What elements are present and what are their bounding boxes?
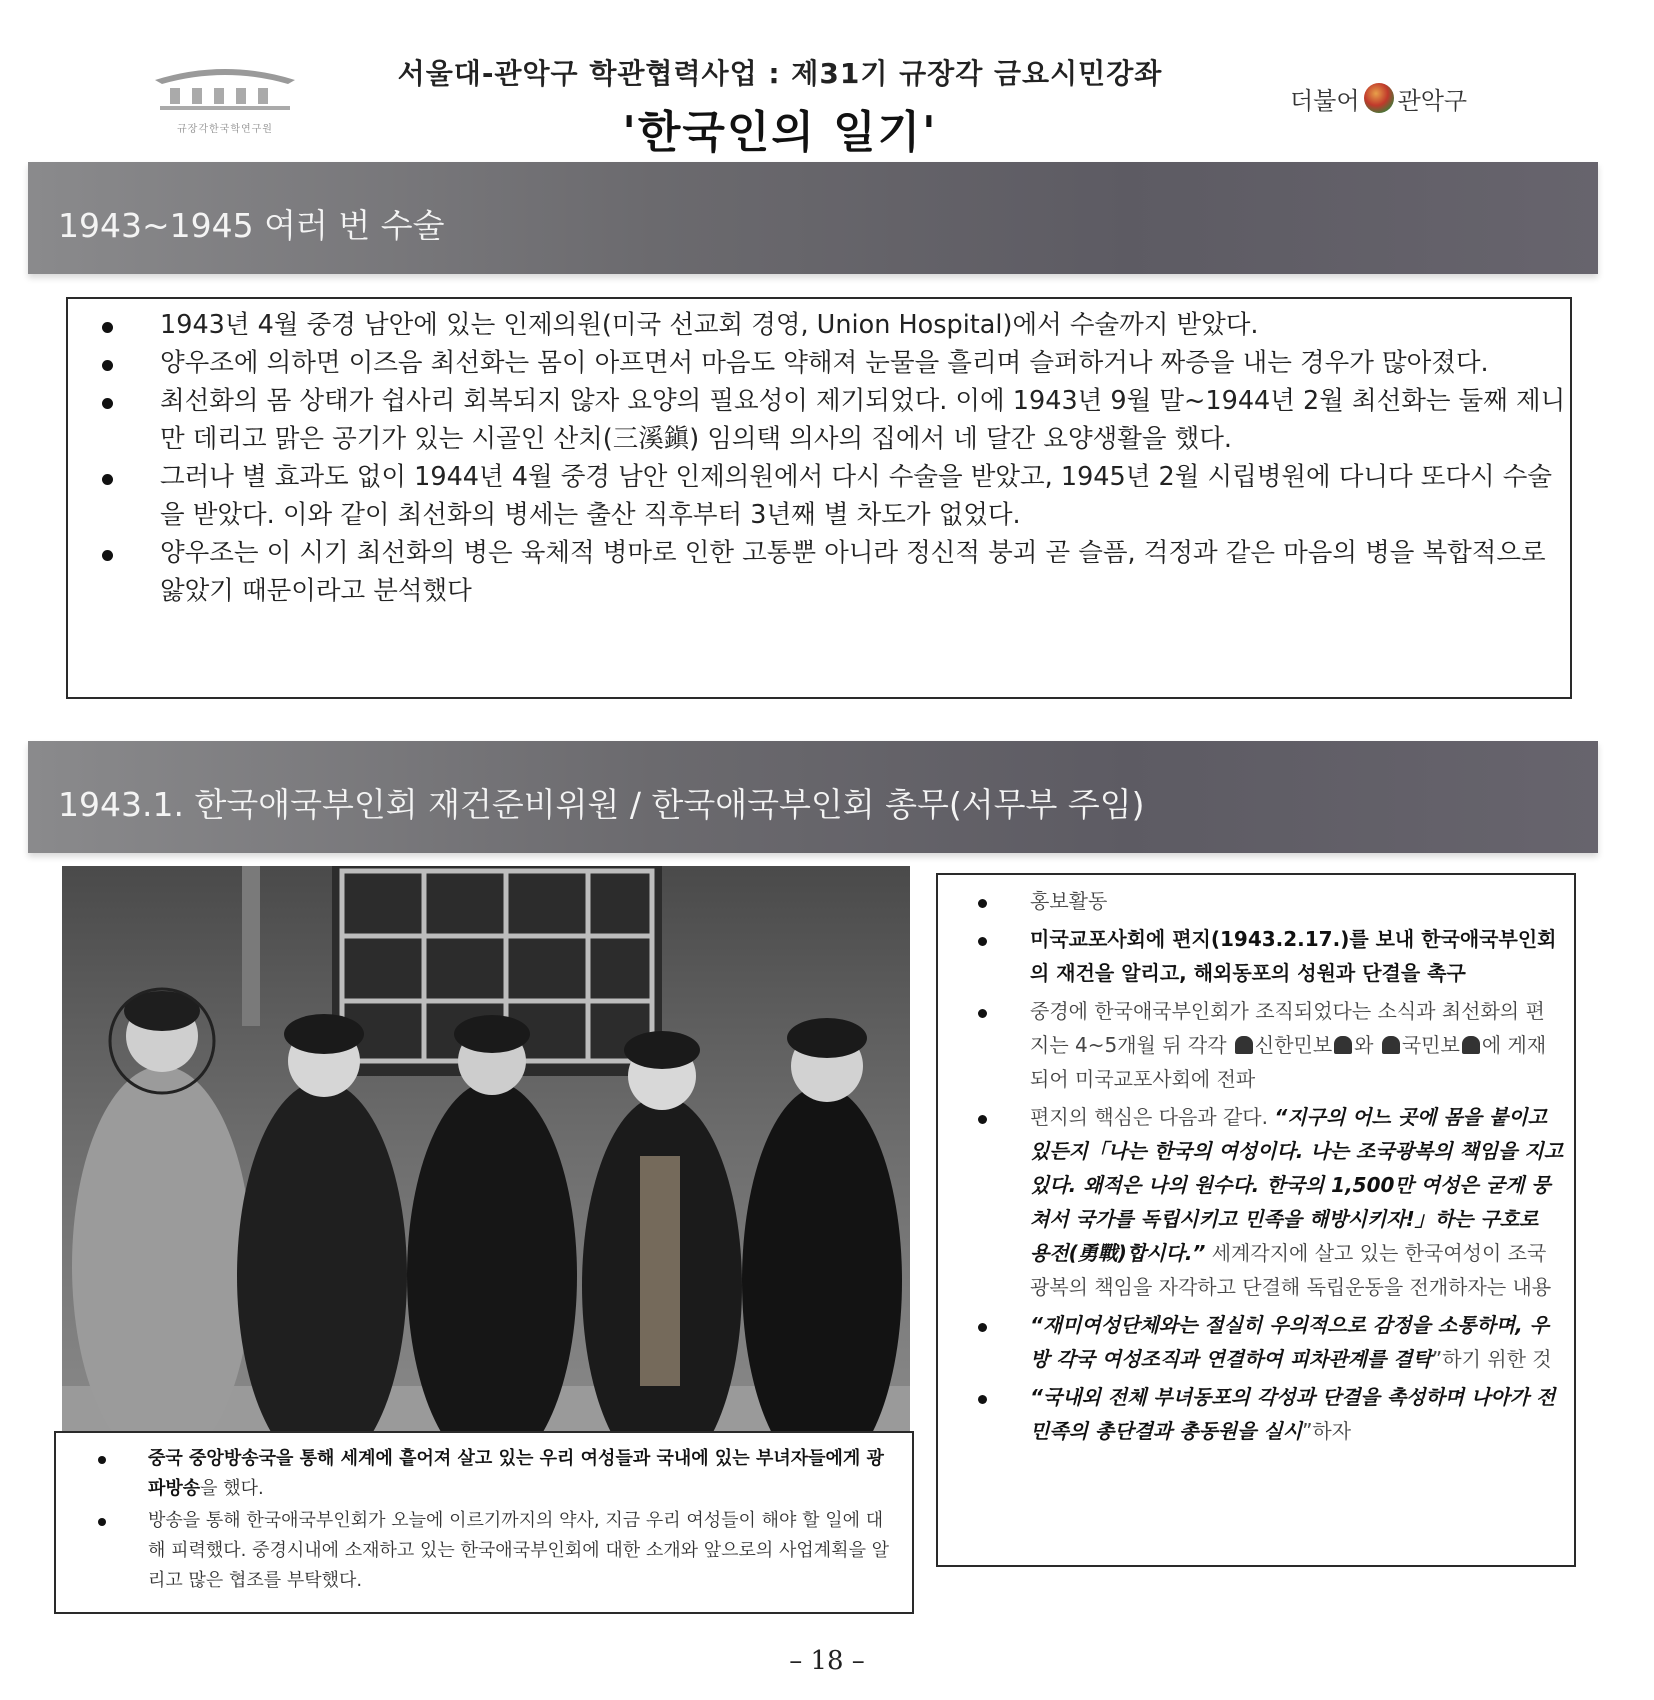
activity-text: ”하기 위한 것 [1431, 1347, 1552, 1371]
activity-text: 중경에 한국애국부인회가 조직되었다는 소식과 최선화의 편지는 4~5개월 뒤 각각 [1030, 999, 1545, 1057]
bullet-icon [98, 1518, 106, 1526]
gwanak-emblem-icon [1364, 83, 1394, 113]
bullet-icon [102, 360, 113, 371]
activity-text: 홍보활동 [1030, 889, 1108, 913]
list-item-text: 1943년 4월 중경 남안에 있는 인제의원(미국 선교회 경영, Union Hospital)에서 수술까지 받았다. [160, 310, 1259, 340]
list-item [98, 382, 1568, 458]
newspaper-name: 국민보 [1401, 1033, 1460, 1057]
list-item [98, 534, 1568, 610]
list-item [94, 1444, 894, 1504]
activity-list [970, 884, 1564, 1452]
bullet-icon [98, 1456, 106, 1464]
person-icon [1235, 1036, 1253, 1054]
kyujanggak-logo [150, 58, 300, 138]
list-item-text: 그러나 별 효과도 없이 1944년 4월 중경 남안 인제의원에서 다시 수술을 받았고, 1945년 2월 시립병원에 다니다 또다시 수술을 받았다. 이와 같이 최선화의 병세는 출산 직후부터 3년째 별 차도가 없었다. [160, 462, 1552, 530]
list-item [970, 884, 1564, 918]
activity-text: 편지의 핵심은 다음과 같다. [1030, 1105, 1268, 1129]
bullet-icon [102, 474, 113, 485]
section1-heading: 1943~1945 여러 번 수술 [58, 206, 445, 245]
person-icon [1462, 1036, 1480, 1054]
bullet-icon [978, 899, 987, 908]
section1-list [98, 306, 1568, 610]
page-title: '한국인의 일기' [622, 107, 938, 158]
list-item [970, 1100, 1564, 1304]
list-item [98, 344, 1568, 382]
list-item-text: 양우조에 의하면 이즈음 최선화는 몸이 아프면서 마음도 약해져 눈물을 흘리며 슬퍼하거나 짜증을 내는 경우가 많아졌다. [160, 348, 1489, 378]
bullet-icon [978, 1323, 987, 1332]
bullet-icon [102, 398, 113, 409]
list-item [94, 1506, 894, 1596]
right-logo-post: 관악구 [1397, 86, 1468, 115]
activity-text: ”하자 [1302, 1419, 1352, 1443]
list-item [98, 458, 1568, 534]
section2-heading: 1943.1. 한국애국부인회 재건준비위원 / 한국애국부인회 총무(서무부 주임) [58, 785, 1145, 824]
bullet-icon [978, 1009, 987, 1018]
letter-quote: “지구의 어느 곳에 몸을 붙이고 있든지「나는 한국의 여성이다. 나는 조국광복의 책임을 지고 있다. 왜적은 나의 원수다. 한국의 1,500만 여성은 굳게 뭉쳐서 국가를 독립시키고 민족을 해방시키자!」하는 구호로 용전(勇戰)합시다.” [1030, 1105, 1564, 1265]
broadcast-detail-text: 방송을 통해 한국애국부인회가 오늘에 이르기까지의 약사, 지금 우리 여성들이 해야 할 일에 대해 피력했다. 중경시내에 소재하고 있는 한국애국부인회에 대한 소개와 앞으로의 사업계획을 알리고 많은 협조를 부탁했다. [148, 1510, 890, 1591]
list-item [970, 1380, 1564, 1448]
newspaper-name: 신한민보 [1254, 1033, 1333, 1057]
list-item [970, 994, 1564, 1096]
activity-text: 와 [1354, 1033, 1374, 1057]
gwanak-logo [1290, 68, 1510, 128]
broadcast-list [94, 1444, 894, 1598]
bullet-icon [978, 1115, 987, 1124]
section2-banner [28, 741, 1598, 853]
bullet-icon [978, 937, 987, 946]
section1-banner [28, 162, 1598, 274]
right-logo-pre: 더불어 [1290, 86, 1360, 115]
broadcast-tail-text: 을 했다. [200, 1478, 264, 1499]
list-item [98, 306, 1568, 344]
list-item [970, 1308, 1564, 1376]
activity-text: 미국교포사회에 편지(1943.2.17.)를 보내 한국애국부인회의 재건을 알리고, 해외동포의 성원과 단결을 촉구 [1030, 927, 1557, 985]
kyujanggak-building-icon [150, 58, 300, 118]
list-item-text: 양우조는 이 시기 최선화의 병은 육체적 병마로 인한 고통뿐 아니라 정신적 붕괴 곧 슬픔, 걱정과 같은 마음의 병을 복합적으로 앓았기 때문이라고 분석했다 [160, 538, 1546, 606]
bullet-icon [102, 550, 113, 561]
person-icon [1334, 1036, 1352, 1054]
goal-quote: “국내외 전체 부녀동포의 각성과 단결을 촉성하며 나아가 전민족의 총단결과 총동원을 실시 [1030, 1385, 1556, 1443]
page-subtitle: 서울대-관악구 학관협력사업 : 제31기 규장각 금요시민강좌 [397, 57, 1163, 90]
historical-group-photo [62, 866, 910, 1436]
page-number: – 18 – [789, 1646, 865, 1676]
photo-illustration [62, 866, 910, 1436]
bullet-icon [102, 322, 113, 333]
broadcast-bold-text: 중국 중앙방송국을 통해 세계에 흩어져 살고 있는 우리 여성들과 국내에 있는 부녀자들에게 광파방송 [148, 1448, 884, 1499]
left-logo-caption: 규장각한국학연구원 [177, 124, 273, 135]
bullet-icon [978, 1395, 987, 1404]
goal-quote: “재미여성단체와는 절실히 우의적으로 감정을 소통하며, 우방 각국 여성조직과 연결하여 피차관계를 결탁 [1030, 1313, 1549, 1371]
activity-text: 세계각지에 살고 있는 한국여성이 조국광복의 책임을 자각하고 단결해 독립운동을 전개하자는 내용 [1030, 1241, 1552, 1299]
list-item [970, 922, 1564, 990]
activity-text: 에 게재되어 미국교포사회에 전파 [1030, 1033, 1547, 1091]
person-icon [1382, 1036, 1400, 1054]
list-item-text: 최선화의 몸 상태가 쉽사리 회복되지 않자 요양의 필요성이 제기되었다. 이에 1943년 9월 말~1944년 2월 최선화는 둘째 제니만 데리고 맑은 공기가 있는 시골인 산치(三溪鎭) 임의택 의사의 집에서 네 달간 요양생활을 했다. [160, 386, 1566, 454]
